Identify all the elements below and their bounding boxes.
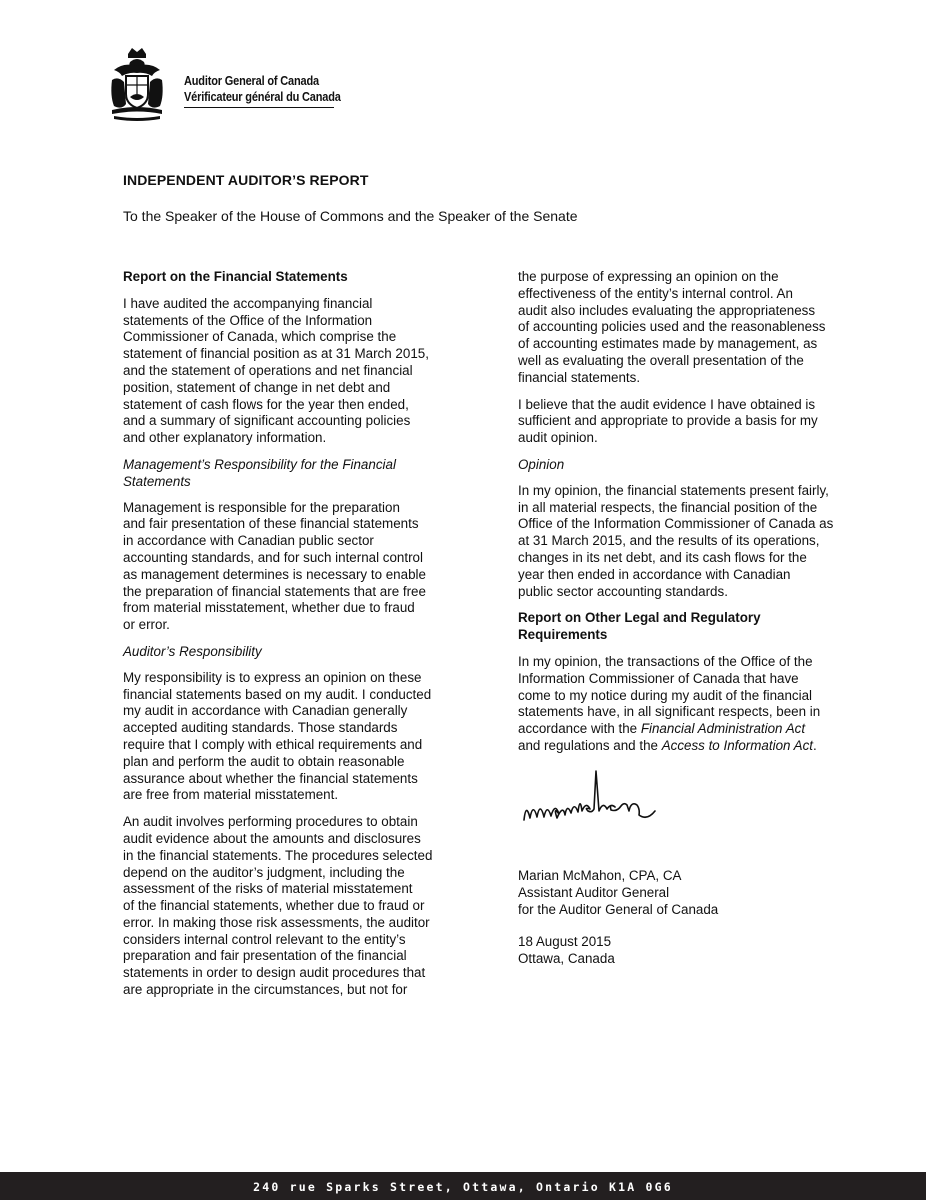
paragraph-legal-text-3: . (813, 737, 817, 753)
right-column (518, 269, 863, 765)
paragraph-legal-text-1: In my opinion, the transactions of the Office of the Information Commissioner of Canada that have come to my notice during my audit of the financial statements have, in all significant respects, been in accordance with the (518, 653, 821, 737)
report-addressee: To the Speaker of the House of Commons and the Speaker of the Senate (123, 208, 578, 224)
paragraph-responsibility: My responsibility is to express an opinion on these financial statements based on my audit. I conducted my audit in accordance with Canadian generally accepted auditing standards. Those standards require that I comply with ethical requirements and plan and perform the audit to obtain reasonable assurance about whether the financial statements are free from material misstatement. (123, 669, 432, 803)
date-and-place: 18 August 2015 Ottawa, Canada (518, 934, 615, 966)
heading-management-responsibility: Management’s Responsibility for the Financial Statements (123, 456, 396, 489)
footer-address: 240 rue Sparks Street, Ottawa, Ontario K1A 0G6 (253, 1180, 673, 1194)
organization-name-fr: Vérificateur général du Canada (184, 90, 341, 104)
heading-legal-requirements: Report on Other Legal and Regulatory Requirements (518, 610, 761, 643)
paragraph-continued: the purpose of expressing an opinion on the effectiveness of the entity’s internal control. An audit also includes evaluating the appropriateness of accounting policies used and the reasonableness of accounting estimates made by management, as well as evaluating the overall presentation of the financial statements. (518, 269, 826, 385)
organization-name-en: Auditor General of Canada (184, 74, 319, 88)
handwritten-signature (520, 770, 750, 840)
paragraph-evidence: I believe that the audit evidence I have obtained is sufficient and appropriate to provide a basis for my audit opinion. (518, 396, 818, 446)
paragraph-legal (518, 654, 863, 755)
heading-auditor-responsibility: Auditor’s Responsibility (123, 643, 262, 659)
left-column (123, 269, 463, 1009)
paragraph-legal-text-2: and regulations and the (518, 737, 658, 753)
report-title: INDEPENDENT AUDITOR’S REPORT (123, 172, 369, 188)
heading-opinion: Opinion (518, 456, 565, 472)
paragraph-opinion: In my opinion, the financial statements present fairly, in all material respects, the financial position of the Office of the Information Commissioner of Canada as at 31 March 2015, and the results of its operations, changes in its net debt, and its cash flows for the year then ended in accordance with Canadian public sector accounting standards. (518, 482, 834, 599)
paragraph-management: Management is responsible for the preparation and fair presentation of these financial statements in accordance with Canadian public sector accounting standards, and for such internal control as management determines is necessary to enable the preparation of financial statements that are free from material misstatement, whether due to fraud or error. (123, 499, 426, 633)
paragraph-procedures: An audit involves performing procedures to obtain audit evidence about the amounts and disclosures in the financial statements. The procedures selected depend on the auditor’s judgment, including the assessment of the risks of material misstatement of the financial statements, whether due to fraud or error. In making those risk assessments, the auditor considers internal control relevant to the entity’s preparation and fair presentation of the financial statements in order to design audit procedures that are appropriate in the circumstances, but not for (123, 814, 433, 998)
paragraph-audited: I have audited the accompanying financial statements of the Office of the Information Commissioner of Canada, which comprise the statement of financial position as at 31 March 2015, and the statement of operations and net financial position, statement of change in net debt and statement of cash flows for the year then ended, and a summary of significant accounting policies and other explanatory information. (123, 295, 429, 446)
coat-of-arms-icon (108, 44, 166, 122)
organization-name (184, 73, 362, 105)
heading-financial-statements: Report on the Financial Statements (123, 269, 348, 284)
signer-block: Marian McMahon, CPA, CA Assistant Auditor General for the Auditor General of Canada (518, 868, 719, 917)
act-access-to-information: Access to Information Act (661, 737, 814, 753)
letterhead (108, 44, 348, 124)
act-financial-administration: Financial Administration Act (640, 721, 806, 737)
letterhead-divider (184, 107, 334, 108)
